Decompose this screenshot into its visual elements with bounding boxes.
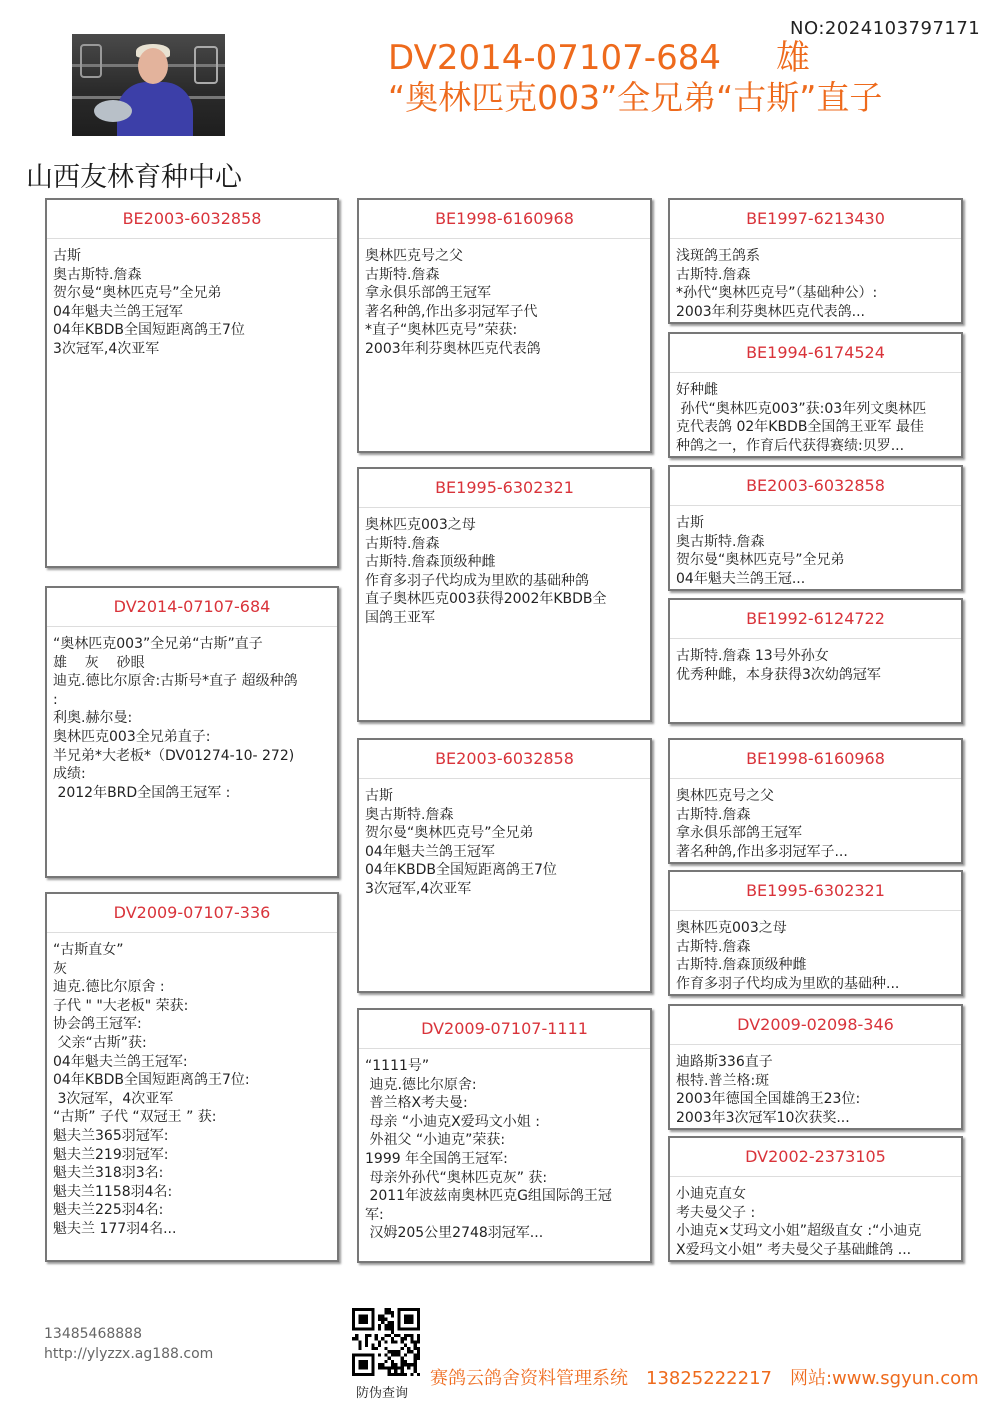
card-line: 奥林匹克003之母 — [365, 517, 476, 533]
card-line: 协会鸽王冠军: — [53, 1016, 142, 1033]
card-ring-number: DV2014-07107-684 — [47, 588, 337, 627]
card-line: 古斯特.詹森顶级种雌 — [676, 957, 807, 974]
card-line: 外祖父 “小迪克”荣获: — [365, 1132, 506, 1149]
card-line: 母亲外孙代“奥林匹克灰” 获: — [365, 1169, 548, 1186]
pedigree-card-g3-2 — [668, 332, 963, 458]
card-line: 2003年利芬奥林匹克代表鸽... — [676, 303, 865, 320]
card-line: 奥古斯特.詹森 — [365, 806, 454, 823]
main-subtitle: “奥林匹克003”全兄弟“古斯”直子 — [388, 78, 883, 117]
card-line: 迪克.德比尔原舍:古斯号*直子 超级种鸽 — [53, 673, 298, 690]
card-lines — [359, 508, 650, 628]
card-line: 古斯特.詹森 13号外孙女 — [676, 648, 829, 664]
card-ring-number: BE1997-6213430 — [670, 200, 961, 239]
card-line: 古斯特.詹森顶级种雌 — [365, 554, 496, 571]
card-line: 考夫曼父子 : — [676, 1204, 756, 1221]
card-line: : — [53, 691, 58, 708]
pedigree-card-g3-1 — [668, 198, 963, 324]
card-line: 3次冠军,4次亚军 — [365, 880, 472, 897]
card-ring-number: DV2009-07107-336 — [47, 894, 337, 933]
card-ring-number: BE1995-6302321 — [670, 872, 961, 911]
pedigree-card-sire-sire — [357, 198, 652, 453]
card-line: 2003年德国全国雄鸽王23位: — [676, 1091, 861, 1108]
pedigree-card-dam — [45, 892, 339, 1262]
card-line: 优秀种雌，本身获得3次幼鸽冠军 — [676, 666, 881, 683]
card-line: 种鸽之一，作育后代获得赛绩:贝罗... — [676, 437, 905, 454]
pedigree-card-dam-sire — [357, 738, 652, 993]
card-line: 迪克.德比尔原舍 : — [53, 979, 165, 996]
card-lines — [47, 627, 337, 802]
card-line: 成绩: — [53, 766, 86, 783]
card-line: 古斯特.詹森 — [676, 806, 751, 823]
card-line: 子代 " "大老板" 荣获: — [53, 997, 189, 1014]
card-line: 2003年3次冠军10次获奖... — [676, 1109, 850, 1126]
card-line: 04年魁夫兰鸽王冠... — [676, 570, 806, 587]
card-line: 拿永俱乐部鸽王冠军 — [676, 825, 802, 842]
card-ring-number: BE1992-6124722 — [670, 600, 961, 639]
card-line: 雄 灰 砂眼 — [53, 654, 145, 671]
pedigree-card-g3-3 — [668, 465, 963, 591]
loft-name: 山西友林育种中心 — [26, 162, 242, 193]
pedigree-card-sire — [45, 198, 339, 568]
card-line: 利奥.赫尔曼: — [53, 710, 133, 727]
card-line: 奥古斯特.詹森 — [53, 266, 142, 283]
card-line: 父亲“古斯”获: — [53, 1034, 147, 1051]
card-line: 普兰格X考夫曼: — [365, 1095, 468, 1112]
card-line: 著名种鸽,作出多羽冠军子代 — [365, 303, 538, 320]
card-line: 04年KBDB全国短距离鸽王7位 — [365, 862, 557, 879]
card-line: 拿永俱乐部鸽王冠军 — [365, 285, 491, 302]
card-ring-number: BE1998-6160968 — [670, 740, 961, 779]
card-line: 魁夫兰365羽冠军: — [53, 1127, 169, 1144]
card-line: “奥林匹克003”全兄弟“古斯”直子 — [53, 636, 263, 652]
card-line: 作育多羽子代均成为里欧的基础种鸽 — [365, 572, 589, 589]
qr-caption: 防伪查询 — [356, 1386, 409, 1401]
card-line: 贺尔曼“奥林匹克号”全兄弟 — [365, 825, 534, 842]
card-lines — [47, 933, 337, 1239]
card-lines — [670, 506, 961, 588]
card-lines — [670, 779, 961, 861]
card-line: 小迪克直女 — [676, 1186, 746, 1202]
main-ring-number: DV2014-07107-684 — [388, 38, 721, 78]
pedigree-card-dam-dam — [357, 1008, 652, 1263]
card-line: 古斯特.詹森 — [365, 266, 440, 283]
card-line: 著名种鸽,作出多羽冠军子... — [676, 843, 848, 860]
card-line: 直子奥林匹克003获得2002年KBDB全 — [365, 591, 607, 608]
card-line: 古斯特.詹森 — [676, 938, 751, 955]
card-line: X爱玛文小姐” 考夫曼父子基础雌鸽 ... — [676, 1241, 912, 1258]
card-line: “古斯直女” — [53, 942, 124, 958]
card-line: 军: — [365, 1206, 384, 1223]
pedigree-card-g3-6 — [668, 870, 963, 996]
card-line: 古斯 — [365, 788, 393, 804]
card-line: 国鸽王亚军 — [365, 609, 435, 626]
breeder-photo — [72, 34, 225, 136]
card-line: 母亲 “小迪克X爱玛文小姐 : — [365, 1113, 540, 1130]
card-line: 根特.普兰格:斑 — [676, 1072, 770, 1089]
pedigree-card-subject — [45, 586, 339, 878]
card-line: 魁夫兰225羽4名: — [53, 1202, 164, 1219]
card-lines — [47, 239, 337, 359]
card-line: 好种雌 — [676, 382, 718, 398]
card-lines — [359, 239, 650, 359]
main-sex: 雄 — [775, 38, 810, 78]
card-line: 2012年BRD全国鸽王冠军 : — [53, 784, 231, 801]
pedigree-card-g3-8 — [668, 1136, 963, 1262]
card-line: 作育多羽子代均成为里欧的基础种... — [676, 975, 900, 992]
card-ring-number: BE2003-6032858 — [47, 200, 337, 239]
card-line: 古斯特.詹森 — [365, 535, 440, 552]
card-line: 古斯 — [53, 248, 81, 264]
card-line: 古斯 — [676, 515, 704, 531]
card-ring-number: DV2002-2373105 — [670, 1138, 961, 1177]
card-line: 奥林匹克003之母 — [676, 920, 787, 936]
card-lines — [670, 239, 961, 321]
card-ring-number: BE2003-6032858 — [359, 740, 650, 779]
card-ring-number: DV2009-02098-346 — [670, 1006, 961, 1045]
footer-url[interactable]: http://ylyzzx.ag188.com — [44, 1346, 214, 1362]
card-line: 04年魁夫兰鸽王冠军 — [53, 303, 183, 320]
card-line: 迪路斯336直子 — [676, 1054, 773, 1070]
card-line: 04年KBDB全国短距离鸽王7位 — [53, 322, 245, 339]
card-line: 浅斑鸽王鸽系 — [676, 248, 760, 264]
card-ring-number: BE2003-6032858 — [670, 467, 961, 506]
card-line: *直子“奥林匹克号”荣获: — [365, 322, 518, 339]
card-line: 迪克.德比尔原舍: — [365, 1076, 477, 1093]
footer-system-line — [430, 1364, 997, 1390]
card-line: 2003年利芬奥林匹克代表鸽 — [365, 340, 541, 357]
card-lines — [359, 1049, 650, 1243]
card-line: “古斯” 子代 “双冠王 ” 获: — [53, 1109, 217, 1126]
card-line: 半兄弟*大老板*（DV01274-10- 272) — [53, 747, 295, 764]
card-line: 魁夫兰1158羽4名: — [53, 1183, 173, 1200]
pedigree-card-sire-dam — [357, 467, 652, 722]
qr-code-icon[interactable] — [352, 1308, 420, 1376]
footer-phone: 13485468888 — [44, 1326, 142, 1342]
card-line: 灰 — [53, 960, 67, 977]
card-lines — [670, 1177, 961, 1259]
card-line: 小迪克×艾玛文小姐”超级直女 :“小迪克 — [676, 1223, 922, 1240]
card-ring-number: BE1998-6160968 — [359, 200, 650, 239]
card-lines — [670, 1045, 961, 1127]
card-lines — [670, 911, 961, 993]
card-lines — [670, 639, 961, 684]
card-lines — [670, 373, 961, 455]
card-line: 奥林匹克003全兄弟直子: — [53, 728, 211, 745]
card-line: 奥古斯特.詹森 — [676, 533, 765, 550]
card-line: 1999 年全国鸽王冠军: — [365, 1150, 508, 1167]
card-line: 孙代“奥林匹克003”获:03年列文奥林匹 — [676, 400, 927, 417]
card-line: 奥林匹克号之父 — [676, 788, 774, 804]
main-title — [388, 40, 810, 77]
card-line: 克代表鸽 02年KBDB全国鸽王亚军 最佳 — [676, 419, 924, 436]
card-line: 奥林匹克号之父 — [365, 248, 463, 264]
system-website[interactable]: 网站:www.sgyun.com — [789, 1368, 979, 1389]
system-name: 赛鸽云鸽舍资料管理系统 — [430, 1368, 628, 1389]
card-lines — [359, 779, 650, 899]
card-line: 古斯特.詹森 — [676, 266, 751, 283]
card-line: 04年魁夫兰鸽王冠军: — [53, 1053, 188, 1070]
card-line: 2011年波兹南奥林匹克G组国际鸽王冠 — [365, 1188, 612, 1205]
pedigree-card-g3-7 — [668, 1004, 963, 1130]
system-phone: 13825222217 — [646, 1368, 772, 1389]
card-line: 04年KBDB全国短距离鸽王7位: — [53, 1072, 250, 1089]
card-line: 魁夫兰318羽3名: — [53, 1165, 164, 1182]
card-line: 贺尔曼“奥林匹克号”全兄弟 — [53, 285, 222, 302]
card-line: 汉姆205公里2748羽冠军... — [365, 1225, 544, 1242]
card-line: 3次冠军,4次亚军 — [53, 340, 160, 357]
card-line: 3次冠军，4次亚军 — [53, 1090, 174, 1107]
document-number: NO:2024103797171 — [790, 18, 981, 39]
card-ring-number: BE1995-6302321 — [359, 469, 650, 508]
pedigree-card-g3-4 — [668, 598, 963, 724]
card-line: 贺尔曼“奥林匹克号”全兄弟 — [676, 552, 845, 569]
pedigree-card-g3-5 — [668, 738, 963, 864]
card-line: 魁夫兰219羽冠军: — [53, 1146, 169, 1163]
card-ring-number: DV2009-07107-1111 — [359, 1010, 650, 1049]
card-ring-number: BE1994-6174524 — [670, 334, 961, 373]
card-line: 魁夫兰 177羽4名... — [53, 1220, 177, 1237]
card-line: *孙代“奥林匹克号”（基础种公）: — [676, 285, 878, 302]
card-line: “1111号” — [365, 1058, 430, 1074]
card-line: 04年魁夫兰鸽王冠军 — [365, 843, 495, 860]
